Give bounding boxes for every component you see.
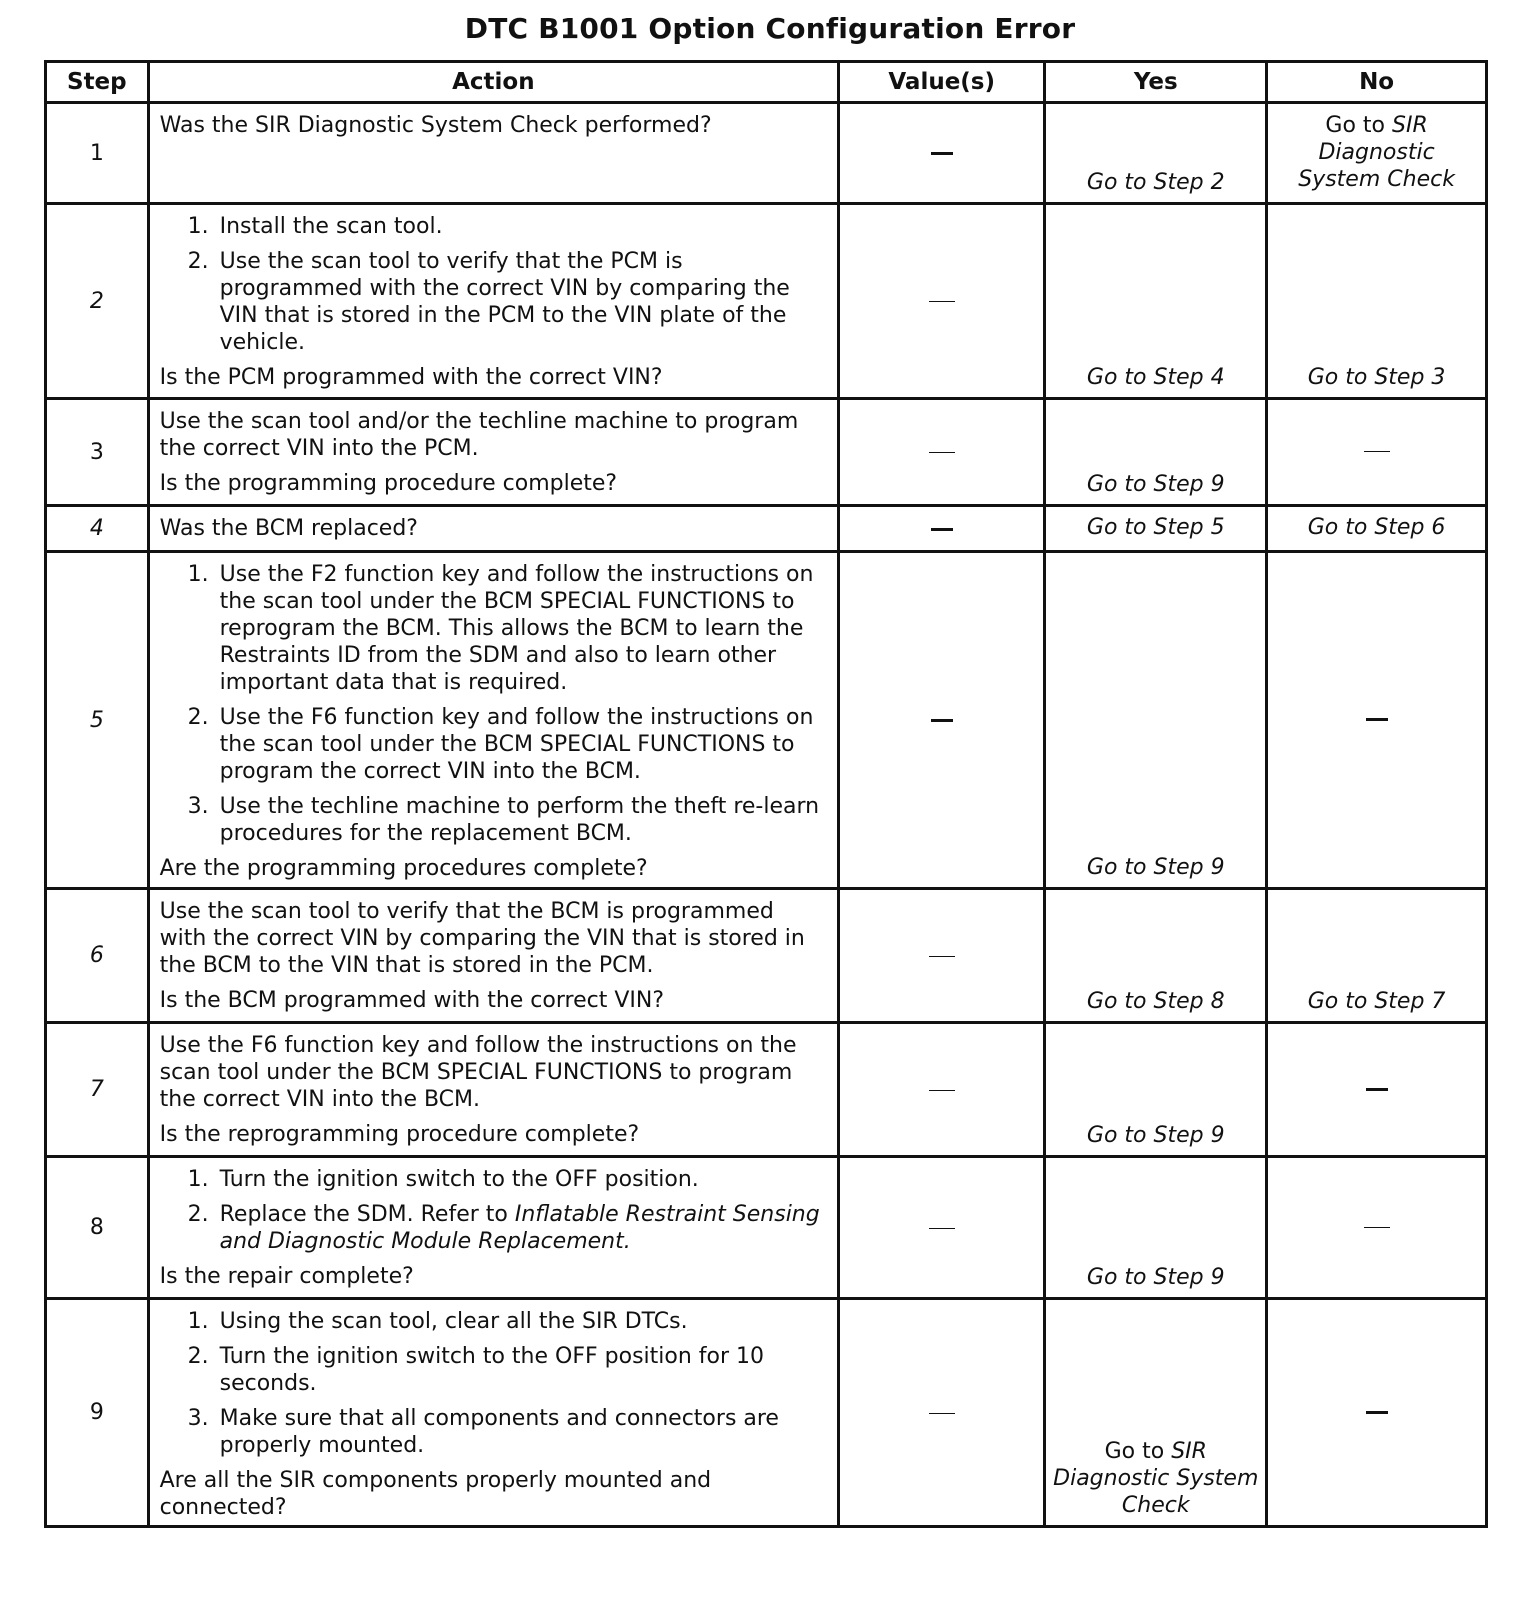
step-number: 9 [46, 1299, 149, 1527]
table-header-row [46, 62, 1487, 103]
value-cell [839, 204, 1045, 399]
action-text: Use the F6 function key and follow the instructions on the scan tool under the BCM SPECIAL FUNCTIONS to program the correct VIN into the BCM. [159, 1033, 797, 1112]
action-question: Is the BCM programmed with the correct VIN? [159, 988, 665, 1013]
dash-mark [1366, 1088, 1388, 1091]
dash-mark [929, 452, 955, 453]
no-cell [1267, 552, 1487, 889]
yes-cell: Go to Step 4 [1045, 204, 1267, 399]
yes-reference: SIR Diagnostic System Check [1053, 1439, 1259, 1518]
action-list-item: 2. Turn the ignition switch to the OFF position for 10 seconds. [216, 1343, 827, 1397]
step-number: 4 [46, 506, 149, 552]
action-list [160, 213, 827, 356]
yes-cell: Go to Step 2 [1045, 103, 1267, 204]
table-row-step-9 [46, 1299, 1487, 1527]
document-reference: Inflatable Restraint Sensing and Diagnostic Module Replacement. [219, 1202, 820, 1254]
action-list-item: 1. Using the scan tool, clear all the SIR DTCs. [216, 1308, 827, 1335]
action-cell [148, 1299, 838, 1527]
diagnostic-table [44, 60, 1488, 1528]
no-cell [1267, 1299, 1487, 1527]
yes-cell: Go to Step 9 [1045, 1023, 1267, 1157]
action-cell [148, 552, 838, 889]
table-row-step-7 [46, 1023, 1487, 1157]
action-question: Is the programming procedure complete? [159, 471, 618, 496]
table-row-step-3 [46, 399, 1487, 506]
step-number: 8 [46, 1157, 149, 1299]
action-list-item: 2. Use the scan tool to verify that the PCM is programmed with the correct VIN by comparing the VIN that is stored in the PCM to the VIN plate of the vehicle. [216, 248, 827, 356]
value-cell [839, 1299, 1045, 1527]
header-no: No [1267, 62, 1487, 103]
yes-cell: Go to Step 5 [1045, 506, 1267, 552]
table-row-step-1 [46, 103, 1487, 204]
value-cell [839, 1157, 1045, 1299]
dash-mark [931, 152, 953, 155]
no-reference: SIR Diagnostic System Check [1298, 113, 1455, 192]
no-prefix: Go to [1325, 113, 1393, 138]
page-title: DTC B1001 Option Configuration Error [464, 12, 1076, 45]
yes-cell: Go to Step 9 [1045, 552, 1267, 889]
dash-mark [929, 956, 955, 957]
action-cell [148, 1023, 838, 1157]
dash-mark [931, 719, 953, 722]
value-cell [839, 1023, 1045, 1157]
value-cell [839, 552, 1045, 889]
no-cell [1267, 399, 1487, 506]
step-number: 3 [46, 399, 149, 506]
no-cell [1267, 1157, 1487, 1299]
action-list-item [216, 1201, 827, 1255]
table-row-step-2 [46, 204, 1487, 399]
value-cell [839, 889, 1045, 1023]
action-cell [148, 204, 838, 399]
dash-mark [1366, 718, 1388, 721]
action-cell [148, 399, 838, 506]
dash-mark [929, 1090, 955, 1091]
action-list-item: 1. Install the scan tool. [216, 213, 827, 240]
action-text: Was the BCM replaced? [159, 516, 418, 541]
action-list-item: 1. Use the F2 function key and follow the instructions on the scan tool under the BCM SPECIAL FUNCTIONS to reprogram the BCM. This allows the BCM to learn the Restraints ID from the SDM and also to learn other important data that is required. [216, 561, 827, 696]
no-cell: Go to Step 3 [1267, 204, 1487, 399]
step-number: 6 [46, 889, 149, 1023]
step-number: 2 [46, 204, 149, 399]
yes-prefix: Go to [1104, 1439, 1172, 1464]
value-cell [839, 399, 1045, 506]
table-row-step-8 [46, 1157, 1487, 1299]
action-list-item: 3. Make sure that all components and connectors are properly mounted. [216, 1405, 827, 1459]
step-number: 1 [46, 103, 149, 204]
action-question: Is the repair complete? [159, 1264, 414, 1289]
no-cell [1267, 103, 1487, 204]
yes-cell: Go to Step 9 [1045, 1157, 1267, 1299]
step-number: 5 [46, 552, 149, 889]
value-cell [839, 506, 1045, 552]
no-cell: Go to Step 7 [1267, 889, 1487, 1023]
dash-mark [929, 1413, 955, 1414]
yes-cell [1045, 1299, 1267, 1527]
step-number: 7 [46, 1023, 149, 1157]
action-cell [148, 889, 838, 1023]
table-row-step-4 [46, 506, 1487, 552]
action-list-item: 3. Use the techline machine to perform the theft re-learn procedures for the replacement BCM. [216, 793, 827, 847]
yes-cell: Go to Step 8 [1045, 889, 1267, 1023]
action-question: Is the PCM programmed with the correct VIN? [159, 365, 663, 390]
dash-mark [929, 301, 955, 302]
header-values: Value(s) [839, 62, 1045, 103]
header-action: Action [148, 62, 838, 103]
action-list [160, 1308, 827, 1459]
action-question: Is the reprogramming procedure complete? [159, 1122, 640, 1147]
table-row-step-6 [46, 889, 1487, 1023]
action-list [160, 1166, 827, 1255]
dash-mark [929, 1228, 955, 1229]
action-question: Are the programming procedures complete? [159, 856, 648, 881]
action-cell [148, 506, 838, 552]
yes-cell: Go to Step 9 [1045, 399, 1267, 506]
dash-mark [1364, 451, 1390, 452]
dash-mark [1366, 1411, 1388, 1414]
dash-mark [1364, 1227, 1390, 1228]
header-step: Step [46, 62, 149, 103]
header-yes: Yes [1045, 62, 1267, 103]
action-list-item-prefix: Replace the SDM. Refer to [219, 1202, 515, 1227]
action-text: Use the scan tool to verify that the BCM is programmed with the correct VIN by comparing the VIN that is stored in the BCM to the VIN that is stored in the PCM. [159, 899, 805, 978]
action-cell [148, 103, 838, 204]
action-question: Are all the SIR components properly mounted and connected? [159, 1468, 712, 1520]
value-cell [839, 103, 1045, 204]
action-list-item: 2. Use the F6 function key and follow the instructions on the scan tool under the BCM SPECIAL FUNCTIONS to program the correct VIN into the BCM. [216, 704, 827, 785]
table-row-step-5 [46, 552, 1487, 889]
action-list [160, 561, 827, 847]
action-text: Use the scan tool and/or the techline machine to program the correct VIN into the PCM. [159, 409, 799, 461]
no-cell [1267, 1023, 1487, 1157]
action-text: Was the SIR Diagnostic System Check performed? [159, 113, 712, 138]
dash-mark [931, 528, 953, 531]
no-cell: Go to Step 6 [1267, 506, 1487, 552]
action-list-item: 1. Turn the ignition switch to the OFF position. [216, 1166, 827, 1193]
action-cell [148, 1157, 838, 1299]
